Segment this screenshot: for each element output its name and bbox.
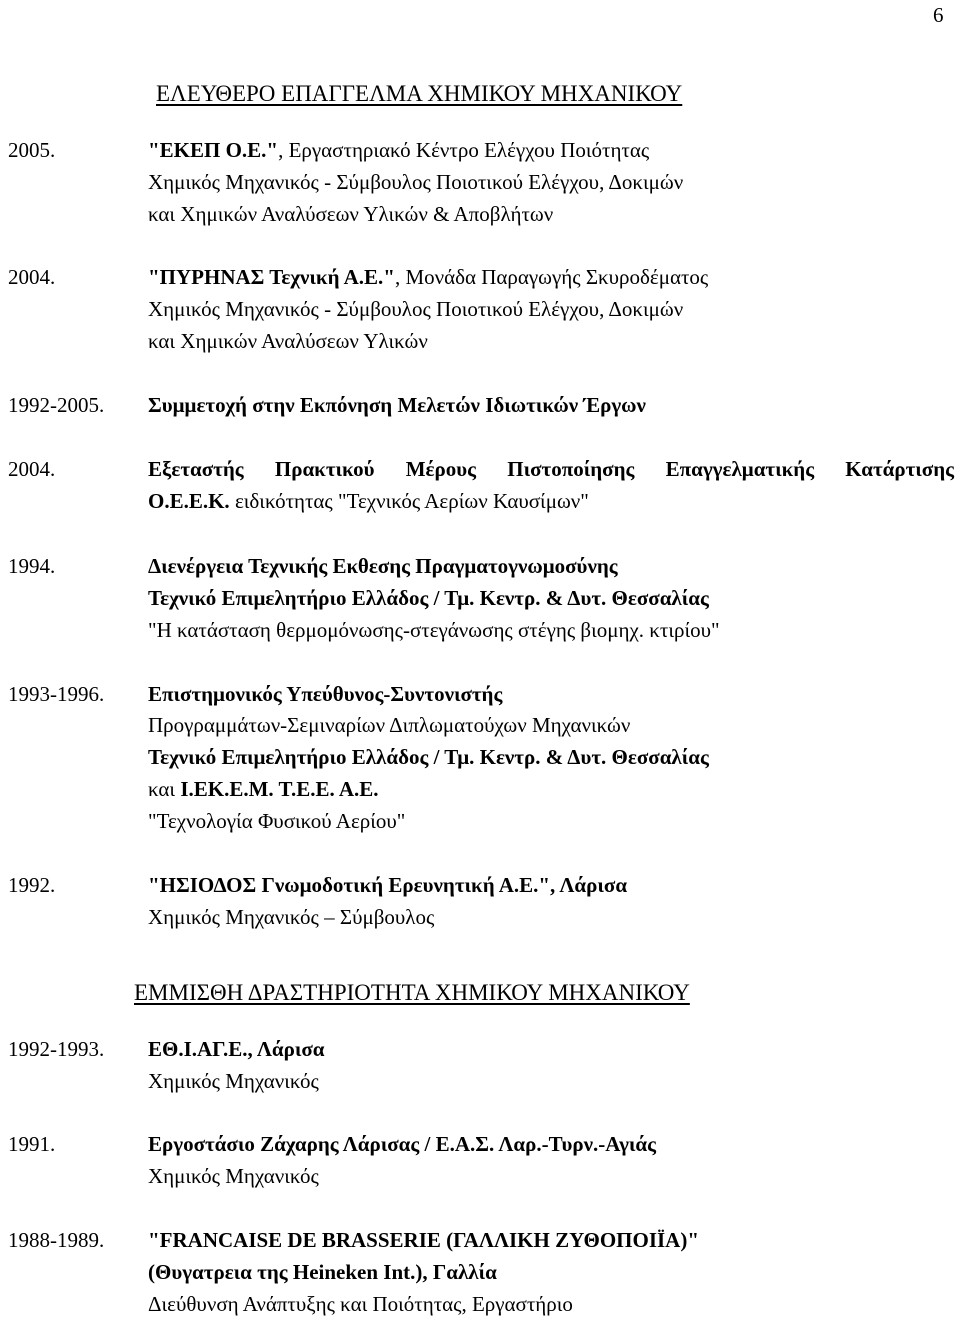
- conjunction: και: [148, 777, 181, 801]
- entry-title: "FRANCAISE DE BRASSERIE (ΓΑΛΛΙΚΗ ΖΥΘΟΠΟΙΪΑ)": [148, 1228, 700, 1252]
- entry-date: 2004.: [8, 457, 56, 481]
- entry-line: [148, 264, 708, 290]
- organization-acronym: Ι.ΕΚ.Ε.Μ. Τ.Ε.Ε. Α.Ε.: [180, 777, 379, 801]
- entry-date: 1992-1993.: [8, 1037, 105, 1061]
- entry-line: [148, 488, 589, 514]
- entry-date: 1992-2005.: [8, 393, 105, 417]
- entry-title: Εξεταστής Πρακτικού Μέρους Πιστοποίησης Επαγγελματικής Κατάρτισης: [148, 457, 954, 481]
- entry-title: ΕΘ.Ι.ΑΓ.Ε., Λάρισα: [148, 1037, 325, 1061]
- specialty: ειδικότητας "Τεχνικός Αερίων Καυσίμων": [229, 489, 589, 513]
- company-name: "ΠΥΡΗΝΑΣ Τεχνική Α.Ε.": [148, 265, 395, 289]
- entry-subject: "Τεχνολογία Φυσικού Αερίου": [148, 809, 406, 833]
- entry-role: Προγραμμάτων-Σεμιναρίων Διπλωματούχων Μηχανικών: [148, 713, 631, 737]
- entry-role: Διεύθυνση Ανάπτυξης και Ποιότητας, Εργαστήριο: [148, 1292, 573, 1316]
- entry-role: Χημικός Μηχανικός - Σύμβουλος Ποιοτικού Ελέγχου, Δοκιμών: [148, 170, 684, 194]
- entry-role: Χημικός Μηχανικός - Σύμβουλος Ποιοτικού Ελέγχου, Δοκιμών: [148, 297, 684, 321]
- entry-subtitle: (Θυγατρεια της Heineken Int.), Γαλλία: [148, 1260, 497, 1284]
- entry-date: 1994.: [8, 554, 56, 578]
- entry-title: Επιστημονικός Υπεύθυνος-Συντονιστής: [148, 682, 503, 706]
- entry-role: Χημικός Μηχανικός: [148, 1164, 319, 1188]
- organization-acronym: Ο.Ε.Ε.Κ.: [148, 489, 230, 513]
- entry-title: "ΗΣΙΟΔΟΣ Γνωμοδοτική Ερευνητική Α.Ε.", Λάρισα: [148, 873, 628, 897]
- entry-date: 2004.: [8, 265, 56, 289]
- entry-role: και Χημικών Αναλύσεων Υλικών & Αποβλήτων: [148, 202, 554, 226]
- entry-title: Εργοστάσιο Ζάχαρης Λάρισας / Ε.Α.Σ. Λαρ.-Τυρν.-Αγιάς: [148, 1132, 656, 1156]
- entry-date: 2005.: [8, 138, 56, 162]
- entry-title: Διενέργεια Τεχνικής Εκθεσης Πραγματογνωμοσύνης: [148, 554, 618, 578]
- entry-subject: "Η κατάσταση θερμομόνωσης-στεγάνωσης στέγης βιομηχ. κτιρίου": [148, 618, 720, 642]
- company-description: , Εργαστηριακό Κέντρο Ελέγχου Ποιότητας: [278, 138, 650, 162]
- entry-role: Χημικός Μηχανικός – Σύμβουλος: [148, 905, 435, 929]
- section-heading-salaried: ΕΜΜΙΣΘΗ ΔΡΑΣΤΗΡΙΟΤΗΤΑ ΧΗΜΙΚΟΥ ΜΗΧΑΝΙΚΟΥ: [134, 980, 690, 1005]
- entry-date: 1988-1989.: [8, 1228, 105, 1252]
- company-description: , Μονάδα Παραγωγής Σκυροδέματος: [394, 265, 709, 289]
- page-number: 6: [933, 3, 944, 27]
- entry-role: και Χημικών Αναλύσεων Υλικών: [148, 329, 428, 353]
- entry-line: [148, 137, 649, 163]
- entry-date: 1992.: [8, 873, 56, 897]
- entry-role: Χημικός Μηχανικός: [148, 1069, 319, 1093]
- entry-organization: Τεχνικό Επιμελητήριο Ελλάδος / Τμ. Κεντρ. & Δυτ. Θεσσαλίας: [148, 586, 709, 610]
- section-heading-freelance: ΕΛΕΥΘΕΡΟ ΕΠΑΓΓΕΛΜΑ ΧΗΜΙΚΟΥ ΜΗΧΑΝΙΚΟΥ: [156, 81, 683, 106]
- entry-title: Συμμετοχή στην Εκπόνηση Μελετών Ιδιωτικών Έργων: [148, 393, 646, 417]
- company-name: "ΕΚΕΠ Ο.Ε.": [148, 138, 279, 162]
- entry-date: 1993-1996.: [8, 682, 105, 706]
- entry-organization: Τεχνικό Επιμελητήριο Ελλάδος / Τμ. Κεντρ. & Δυτ. Θεσσαλίας: [148, 745, 709, 769]
- entry-date: 1991.: [8, 1132, 56, 1156]
- entry-line: [148, 776, 379, 802]
